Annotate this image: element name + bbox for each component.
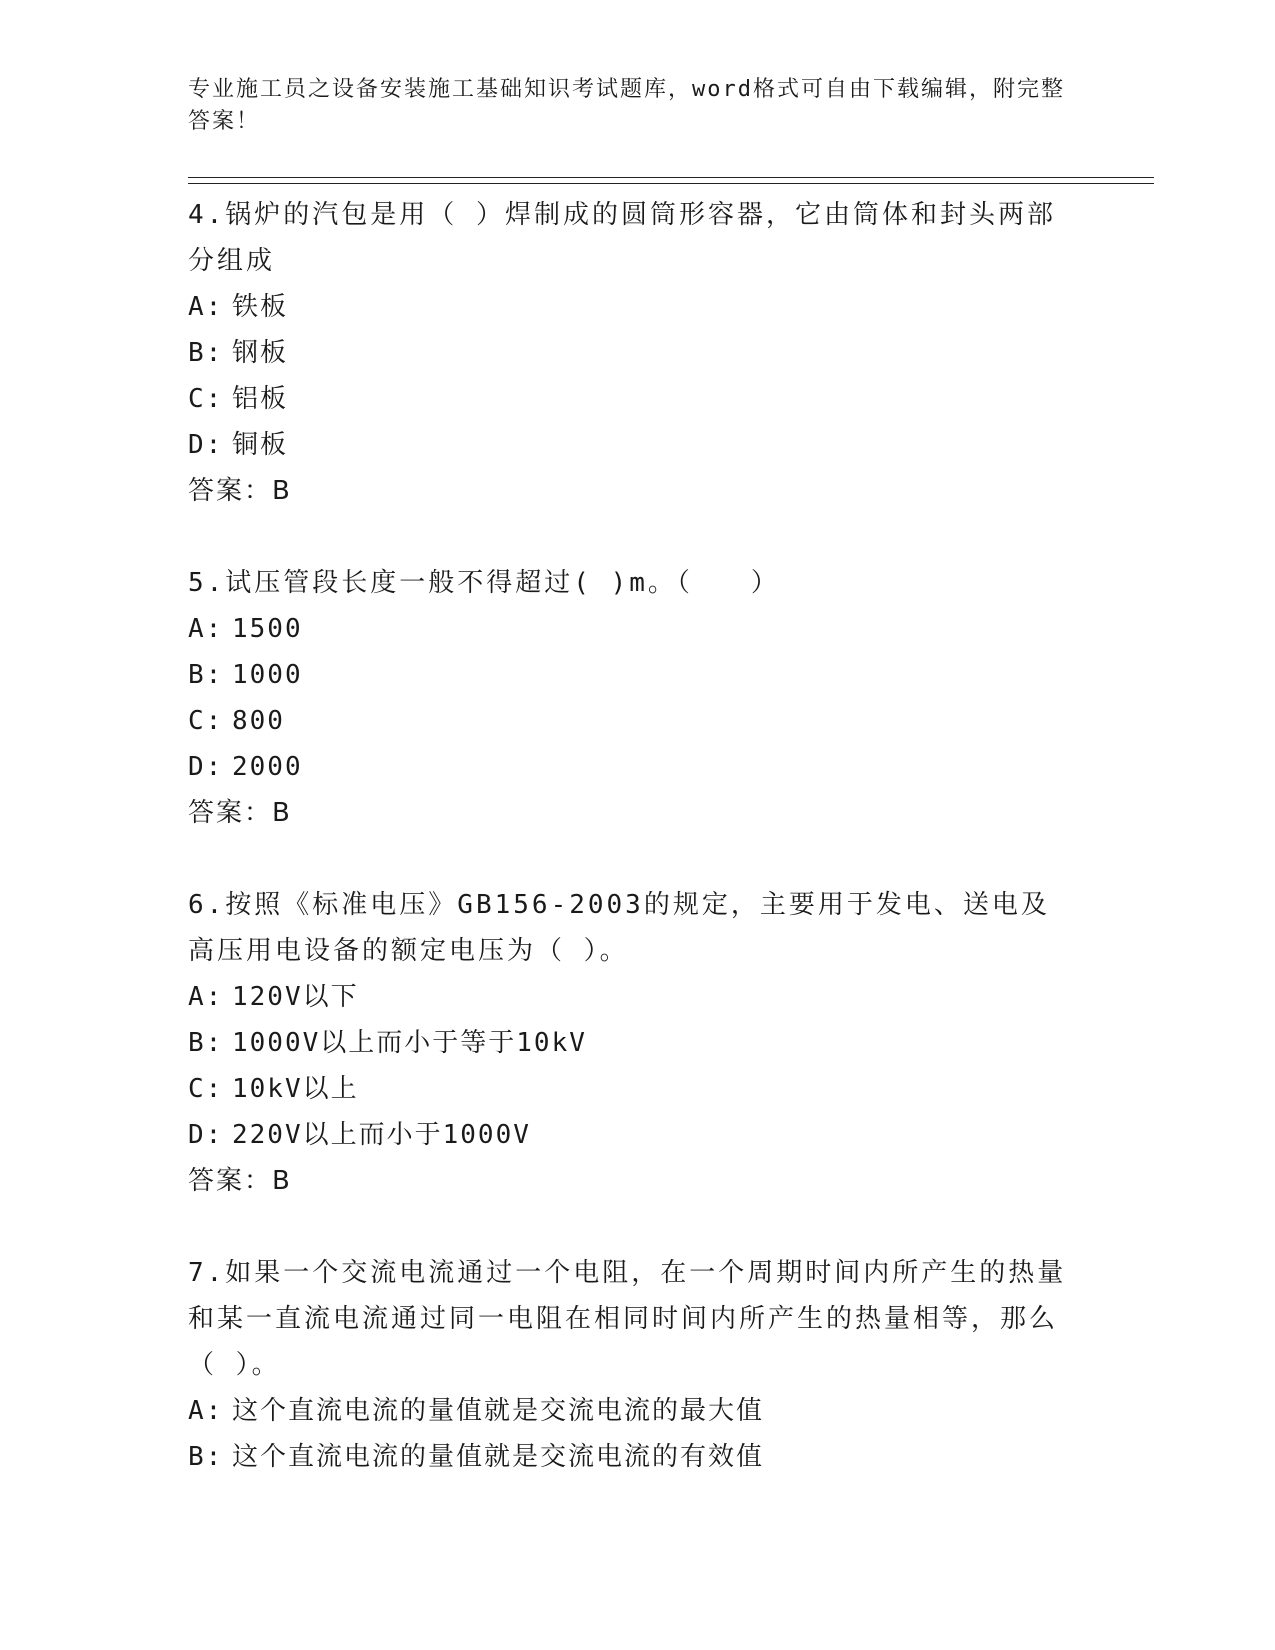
header-divider-bottom xyxy=(188,183,1154,184)
question-stem: 5.试压管段长度一般不得超过( )m。（ ） xyxy=(188,568,780,598)
answer-line: 答案：B xyxy=(188,1166,292,1196)
option-text: 10kV以上 xyxy=(232,1074,359,1104)
question-6 xyxy=(188,882,1078,1204)
option-b xyxy=(188,330,1078,376)
option-c xyxy=(188,376,1078,422)
option-b xyxy=(188,1020,1078,1066)
option-c xyxy=(188,1066,1078,1112)
option-text: 铝板 xyxy=(232,384,289,414)
option-text: 这个直流电流的量值就是交流电流的有效值 xyxy=(232,1442,765,1472)
option-label: A: xyxy=(188,292,224,322)
header-divider-top xyxy=(188,177,1154,178)
option-d xyxy=(188,422,1078,468)
option-label: A: xyxy=(188,982,224,1012)
option-b xyxy=(188,1434,1078,1480)
answer-line: 答案：B xyxy=(188,476,292,506)
option-text: 800 xyxy=(232,706,285,736)
option-label: C: xyxy=(188,706,224,736)
option-text: 2000 xyxy=(232,752,303,782)
option-text: 1500 xyxy=(232,614,303,644)
option-a xyxy=(188,974,1078,1020)
option-label: A: xyxy=(188,1396,224,1426)
question-4 xyxy=(188,192,1078,514)
option-d xyxy=(188,1112,1078,1158)
option-text: 铜板 xyxy=(232,430,289,460)
option-label: B: xyxy=(188,1442,224,1472)
option-text: 120V以下 xyxy=(232,982,359,1012)
document-header: 专业施工员之设备安装施工基础知识考试题库，word格式可自由下载编辑，附完整答案！ xyxy=(188,77,1065,134)
option-text: 钢板 xyxy=(232,338,289,368)
option-c xyxy=(188,698,1078,744)
option-text: 这个直流电流的量值就是交流电流的最大值 xyxy=(232,1396,765,1426)
option-label: C: xyxy=(188,384,224,414)
option-text: 220V以上而小于1000V xyxy=(232,1120,531,1150)
option-label: A: xyxy=(188,614,224,644)
option-text: 铁板 xyxy=(232,292,289,322)
answer-line: 答案：B xyxy=(188,798,292,828)
question-5 xyxy=(188,560,1078,836)
option-label: D: xyxy=(188,1120,224,1150)
option-a xyxy=(188,284,1078,330)
option-label: C: xyxy=(188,1074,224,1104)
question-stem: 6.按照《标准电压》GB156-2003的规定，主要用于发电、送电及高压用电设备的额定电压为（ ）。 xyxy=(188,890,1050,966)
option-label: D: xyxy=(188,430,224,460)
option-a xyxy=(188,606,1078,652)
option-label: B: xyxy=(188,660,224,690)
question-list xyxy=(188,192,1078,1526)
question-stem: 4.锅炉的汽包是用（ ）焊制成的圆筒形容器，它由筒体和封头两部分组成 xyxy=(188,200,1056,276)
option-label: B: xyxy=(188,338,224,368)
option-a xyxy=(188,1388,1078,1434)
option-label: D: xyxy=(188,752,224,782)
option-b xyxy=(188,652,1078,698)
question-7 xyxy=(188,1250,1078,1480)
option-d xyxy=(188,744,1078,790)
question-stem: 7.如果一个交流电流通过一个电阻，在一个周期时间内所产生的热量和某一直流电流通过同一电阻在相同时间内所产生的热量相等，那么（ ）。 xyxy=(188,1258,1067,1380)
option-text: 1000V以上而小于等于10kV xyxy=(232,1028,587,1058)
option-label: B: xyxy=(188,1028,224,1058)
option-text: 1000 xyxy=(232,660,303,690)
